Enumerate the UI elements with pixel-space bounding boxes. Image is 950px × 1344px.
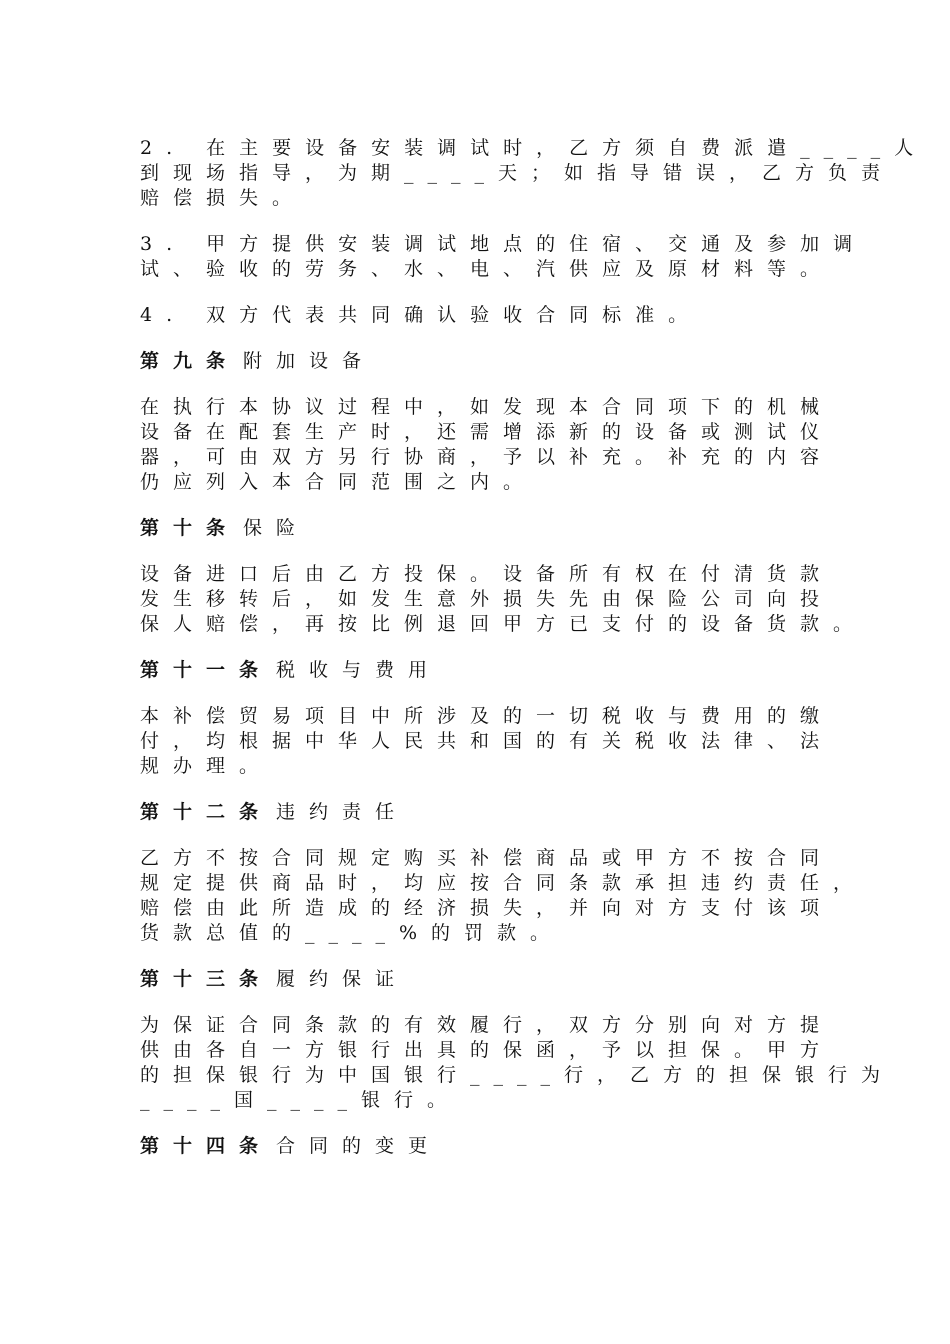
article-number: 第十一条	[140, 659, 273, 681]
paragraph-line: 赔偿由此所造成的经济损失，并向对方支付该项	[140, 897, 834, 919]
article-title: 合同的变更	[276, 1135, 442, 1157]
paragraph	[140, 303, 860, 328]
paragraph-line: 设备进口后由乙方投保。设备所有权在付清货款	[140, 563, 834, 585]
paragraph-line: 设备在配套生产时，还需增添新的设备或测试仪	[140, 421, 834, 443]
paragraph	[140, 846, 867, 946]
paragraph-line: 发生移转后，如发生意外损失先由保险公司向投	[140, 588, 834, 610]
paragraph-line: 货款总值的____%的罚款。	[140, 922, 564, 944]
paragraph-line: 保人赔偿，再按比例退回甲方已支付的设备货款。	[140, 613, 867, 635]
paragraph-line: 的担保银行为中国银行____行，乙方的担保银行为	[140, 1064, 895, 1086]
article-heading	[140, 658, 860, 683]
article-heading	[140, 967, 860, 992]
paragraph-line: 器，可由双方另行协商，予以补充。补充的内容	[140, 446, 834, 468]
article-heading	[140, 1134, 860, 1159]
article-title: 违约责任	[276, 801, 409, 823]
article-title: 保险	[243, 517, 310, 539]
article-heading	[140, 516, 860, 541]
paragraph-line: 规办理。	[140, 755, 273, 777]
article-title: 附加设备	[243, 350, 376, 372]
paragraph	[140, 136, 928, 211]
paragraph	[140, 232, 867, 282]
paragraph-line: 供由各自一方银行出具的保函，予以担保。甲方	[140, 1039, 834, 1061]
article-number: 第十三条	[140, 968, 273, 990]
contract-document	[140, 136, 928, 1180]
paragraph-line: 仍应列入本合同范围之内。	[140, 471, 537, 493]
article-number: 第十条	[140, 517, 240, 539]
article-title: 履约保证	[276, 968, 409, 990]
paragraph-line: 试、验收的劳务、水、电、汽供应及原材料等。	[140, 258, 834, 280]
paragraph-line: ____国____银行。	[140, 1089, 461, 1111]
paragraph-line: 付，均根据中华人民共和国的有关税收法律、法	[140, 730, 834, 752]
paragraph-line: 乙方不按合同规定购买补偿商品或甲方不按合同	[140, 847, 834, 869]
paragraph-line: 赔偿损失。	[140, 187, 306, 209]
article-number: 第十四条	[140, 1135, 273, 1157]
paragraph-line: 2. 在主要设备安装调试时，乙方须自费派遣____人	[140, 137, 928, 159]
paragraph-line: 为保证合同条款的有效履行，双方分别向对方提	[140, 1014, 834, 1036]
paragraph	[140, 395, 860, 495]
article-number: 第十二条	[140, 801, 273, 823]
paragraph-line: 4. 双方代表共同确认验收合同标准。	[140, 304, 702, 326]
article-heading	[140, 800, 860, 825]
paragraph-line: 在执行本协议过程中，如发现本合同项下的机械	[140, 396, 834, 418]
paragraph	[140, 704, 860, 779]
paragraph-line: 到现场指导，为期____天；如指导错误，乙方负责	[140, 162, 895, 184]
paragraph-line: 规定提供商品时，均应按合同条款承担违约责任，	[140, 872, 867, 894]
paragraph	[140, 1013, 895, 1113]
article-heading	[140, 349, 860, 374]
paragraph	[140, 562, 867, 637]
paragraph-line: 3. 甲方提供安装调试地点的住宿、交通及参加调	[140, 233, 867, 255]
article-number: 第九条	[140, 350, 240, 372]
article-title: 税收与费用	[276, 659, 442, 681]
paragraph-line: 本补偿贸易项目中所涉及的一切税收与费用的缴	[140, 705, 834, 727]
